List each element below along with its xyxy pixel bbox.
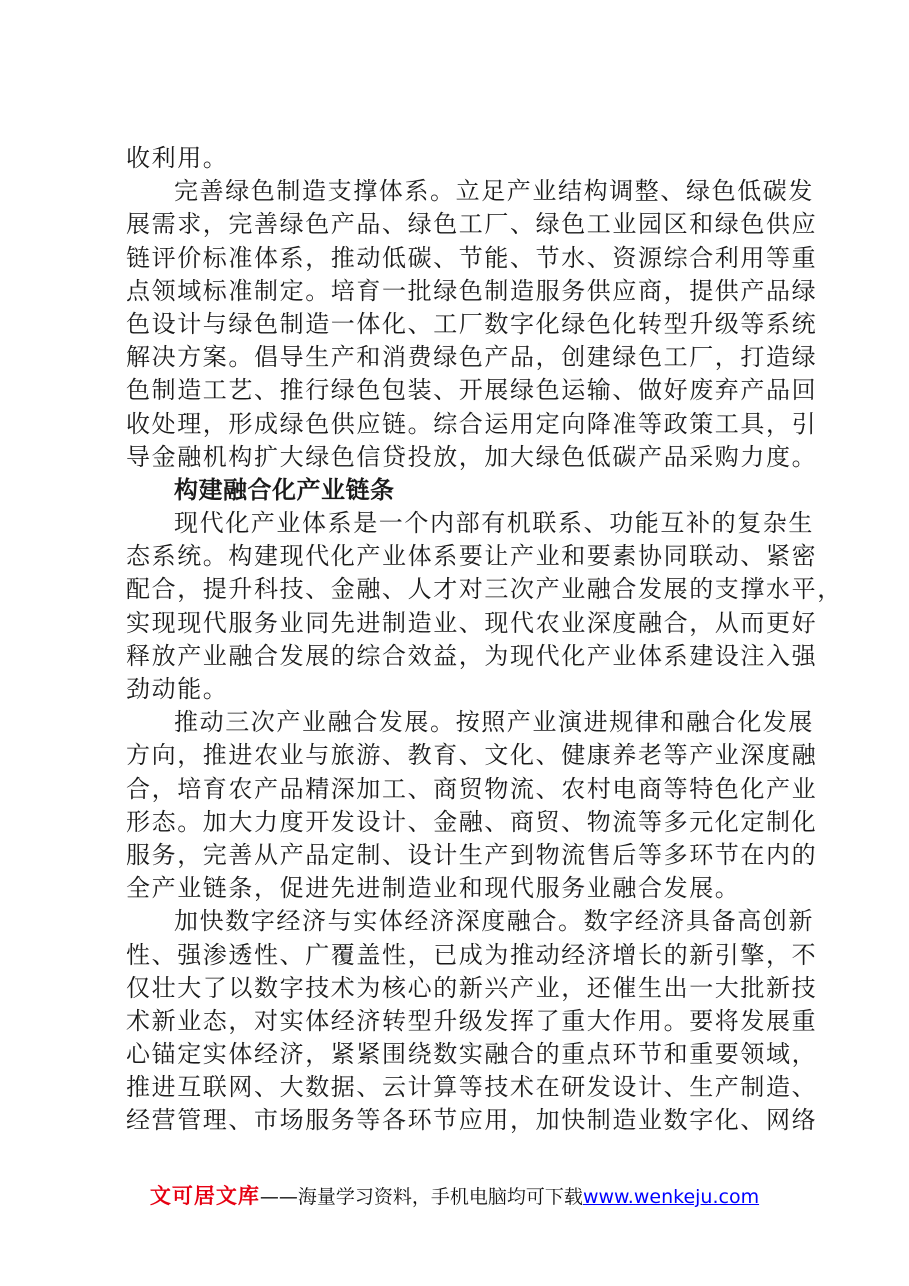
paragraph-line: 推进互联网、大数据、云计算等技术在研发设计、生产制造、 xyxy=(126,1073,818,1102)
paragraph-line: 仅壮大了以数字技术为核心的新兴产业，还催生出一大批新技 xyxy=(126,973,818,1002)
paragraph-line: 收利用。 xyxy=(126,144,229,172)
paragraph xyxy=(126,905,818,1137)
paragraph xyxy=(126,142,798,175)
paragraph-line: 收处理，形成绿色供应链。综合运用定向降准等政策工具，引 xyxy=(126,409,818,438)
paragraph xyxy=(126,175,818,474)
paragraph-line: 解决方案。倡导生产和消费绿色产品，创建绿色工厂，打造绿 xyxy=(126,343,818,372)
paragraph xyxy=(126,706,818,905)
paragraph-line: 色设计与绿色制造一体化、工厂数字化绿色化转型升级等系统 xyxy=(126,309,818,338)
footer-brand: 文可居文库 xyxy=(149,1184,260,1208)
document-body xyxy=(126,142,843,1138)
paragraph-line: 心锚定实体经济，紧紧围绕数实融合的重点环节和重要领域， xyxy=(126,1040,818,1069)
paragraph-line: 推动三次产业融合发展。按照产业演进规律和融合化发展 xyxy=(174,708,814,737)
footer-tagline: ——海量学习资料，手机电脑均可下载 xyxy=(259,1186,583,1208)
paragraph-line: 全产业链条，促进先进制造业和现代服务业融合发展。 xyxy=(126,874,741,903)
paragraph-line: 链评价标准体系，推动低碳、节能、节水、资源综合利用等重 xyxy=(126,243,818,272)
paragraph-line: 形态。加大力度开发设计、金融、商贸、物流等多元化定制化 xyxy=(126,807,818,836)
paragraph-line: 导金融机构扩大绿色信贷投放，加大绿色低碳产品采购力度。 xyxy=(126,442,818,471)
paragraph-line: 合，培育农产品精深加工、商贸物流、农村电商等特色化产业 xyxy=(126,774,818,803)
paragraph-line: 态系统。构建现代化产业体系要让产业和要素协同联动、紧密 xyxy=(126,542,818,571)
paragraph-line: 服务，完善从产品定制、设计生产到物流售后等多环节在内的 xyxy=(126,840,818,869)
paragraph-line: 现代化产业体系是一个内部有机联系、功能互补的复杂生 xyxy=(174,509,814,538)
paragraph-line: 点领域标准制定。培育一批绿色制造服务供应商，提供产品绿 xyxy=(126,276,818,305)
paragraph-line: 实现现代服务业同先进制造业、现代农业深度融合，从而更好 xyxy=(126,608,818,637)
paragraph xyxy=(126,507,843,706)
paragraph-line: 方向，推进农业与旅游、教育、文化、健康养老等产业深度融 xyxy=(126,741,818,770)
paragraph-line: 术新业态，对实体经济转型升级发挥了重大作用。要将发展重 xyxy=(126,1006,818,1035)
paragraph-line: 释放产业融合发展的综合效益，为现代化产业体系建设注入强 xyxy=(126,641,818,670)
footer-url-link[interactable]: www.wenkeju.com xyxy=(582,1186,760,1208)
footer-banner xyxy=(0,1180,909,1210)
paragraph-line: 加快数字经济与实体经济深度融合。数字经济具备高创新 xyxy=(174,907,814,936)
paragraph-line: 完善绿色制造支撑体系。立足产业结构调整、绿色低碳发 xyxy=(174,177,814,206)
paragraph-line: 配合，提升科技、金融、人才对三次产业融合发展的支撑水平， xyxy=(126,575,843,604)
paragraph-line: 经营管理、市场服务等各环节应用，加快制造业数字化、网络 xyxy=(126,1106,818,1135)
section-heading: 构建融合化产业链条 xyxy=(174,475,395,504)
paragraph-line: 展需求，完善绿色产品、绿色工厂、绿色工业园区和绿色供应 xyxy=(126,210,818,239)
paragraph-line: 色制造工艺、推行绿色包装、开展绿色运输、做好废弃产品回 xyxy=(126,376,818,405)
paragraph-line: 劲动能。 xyxy=(126,675,229,703)
paragraph-line: 性、强渗透性、广覆盖性，已成为推动经济增长的新引擎，不 xyxy=(126,940,818,969)
